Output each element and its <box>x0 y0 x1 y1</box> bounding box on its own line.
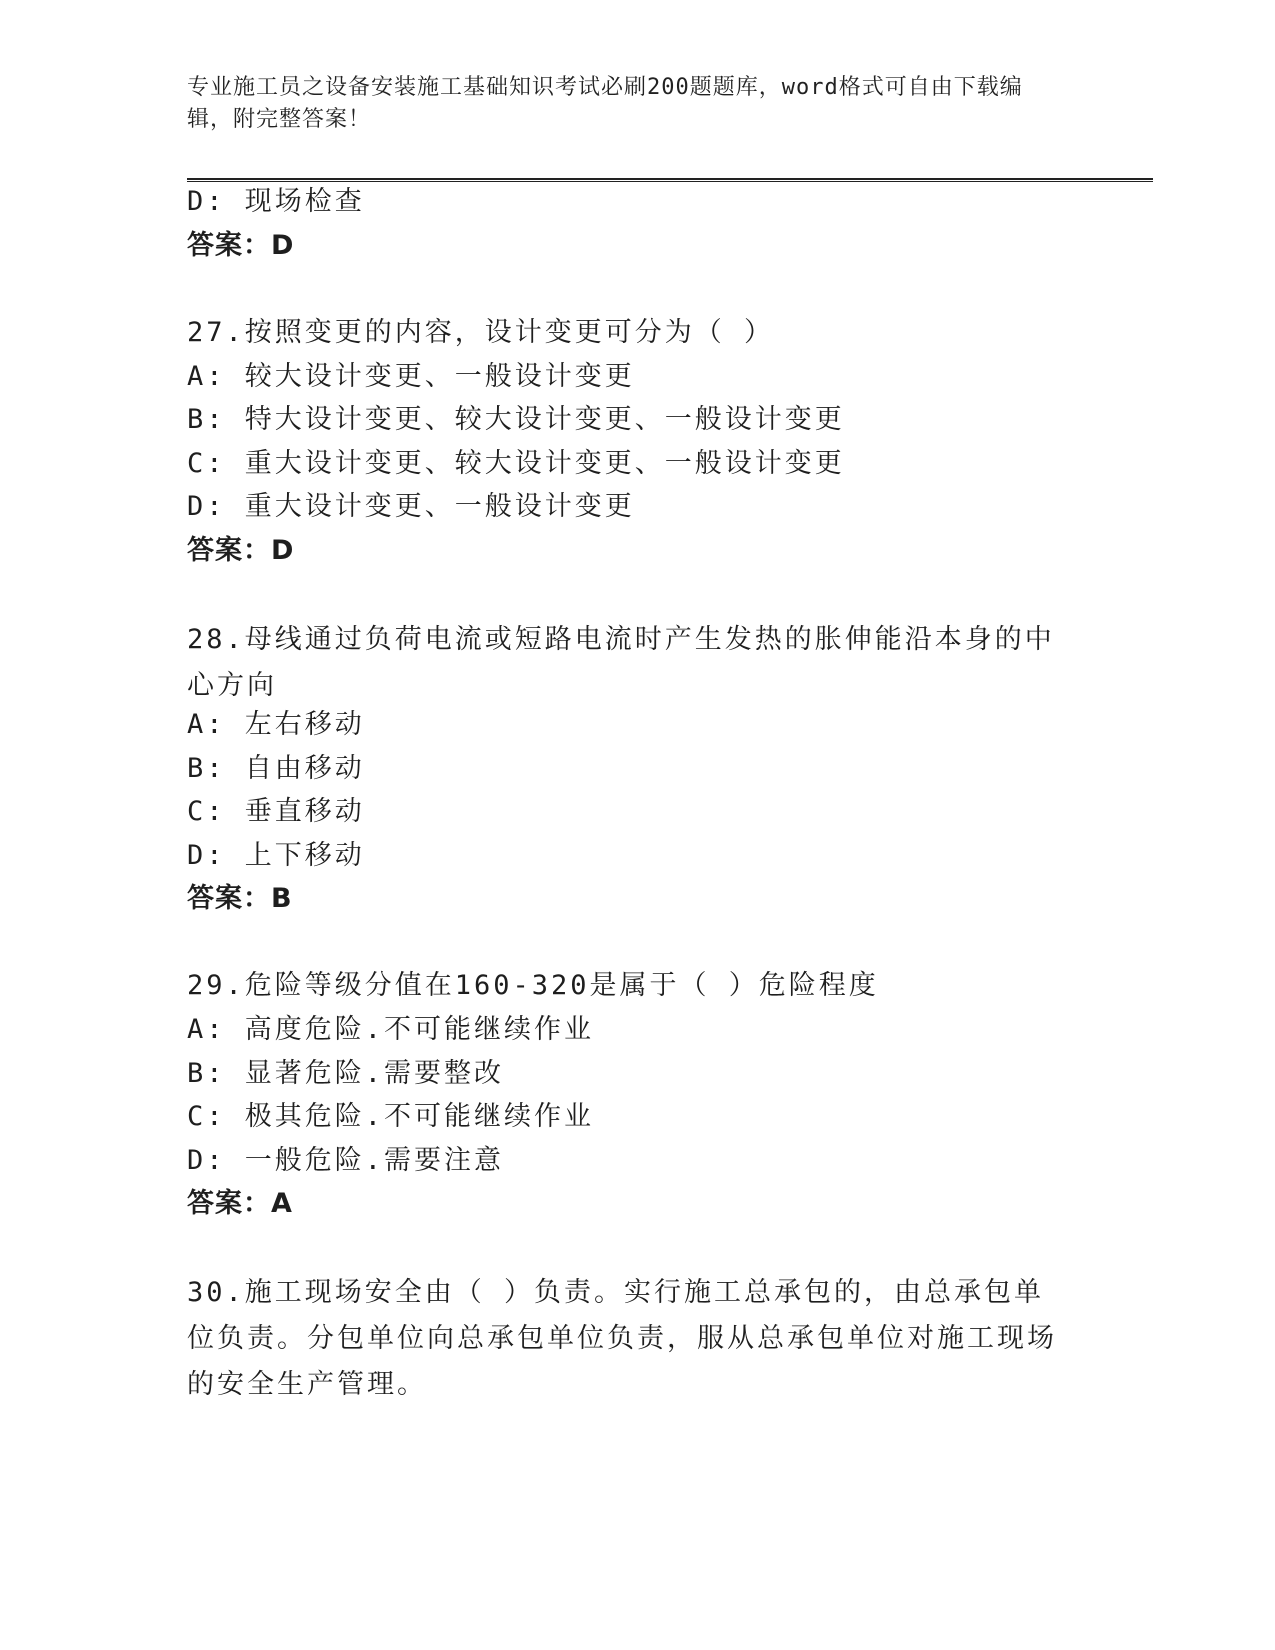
q27-option-d: D: 重大设计变更、一般设计变更 <box>187 491 635 522</box>
q28-option-c: C: 垂直移动 <box>187 796 365 827</box>
q28-stem: 28.母线通过负荷电流或短路电流时产生发热的胀伸能沿本身的中心方向 <box>187 624 1055 701</box>
q28-option-a: A: 左右移动 <box>187 709 365 740</box>
q28-option-d: D: 上下移动 <box>187 840 365 871</box>
q27-option-b: B: 特大设计变更、较大设计变更、一般设计变更 <box>187 404 845 435</box>
q28-answer: 答案：B <box>187 883 293 914</box>
q30-stem: 30.施工现场安全由（ ）负责。实行施工总承包的，由总承包单位负责。分包单位向总承包单位负责，服从总承包单位对施工现场的安全生产管理。 <box>187 1277 1057 1400</box>
q27-option-c: C: 重大设计变更、较大设计变更、一般设计变更 <box>187 448 845 479</box>
q26-answer: 答案：D <box>187 230 295 261</box>
q27-stem: 27.按照变更的内容，设计变更可分为（ ） <box>187 317 775 348</box>
q29-option-a: A: 高度危险.不可能继续作业 <box>187 1014 595 1045</box>
q26-option-d: D: 现场检查 <box>187 186 365 217</box>
q29-option-d: D: 一般危险.需要注意 <box>187 1145 505 1176</box>
document-header: 专业施工员之设备安装施工基础知识考试必刷200题题库，word格式可自由下载编辑，附完整答案！ <box>187 75 1023 132</box>
q29-option-c: C: 极其危险.不可能继续作业 <box>187 1101 595 1132</box>
q27-option-a: A: 较大设计变更、一般设计变更 <box>187 361 635 392</box>
q27-answer: 答案：D <box>187 535 295 566</box>
q29-answer: 答案：A <box>187 1188 293 1219</box>
q29-option-b: B: 显著危险.需要整改 <box>187 1058 505 1089</box>
q29-stem: 29.危险等级分值在160-320是属于（ ）危险程度 <box>187 970 879 1001</box>
q28-option-b: B: 自由移动 <box>187 753 365 784</box>
